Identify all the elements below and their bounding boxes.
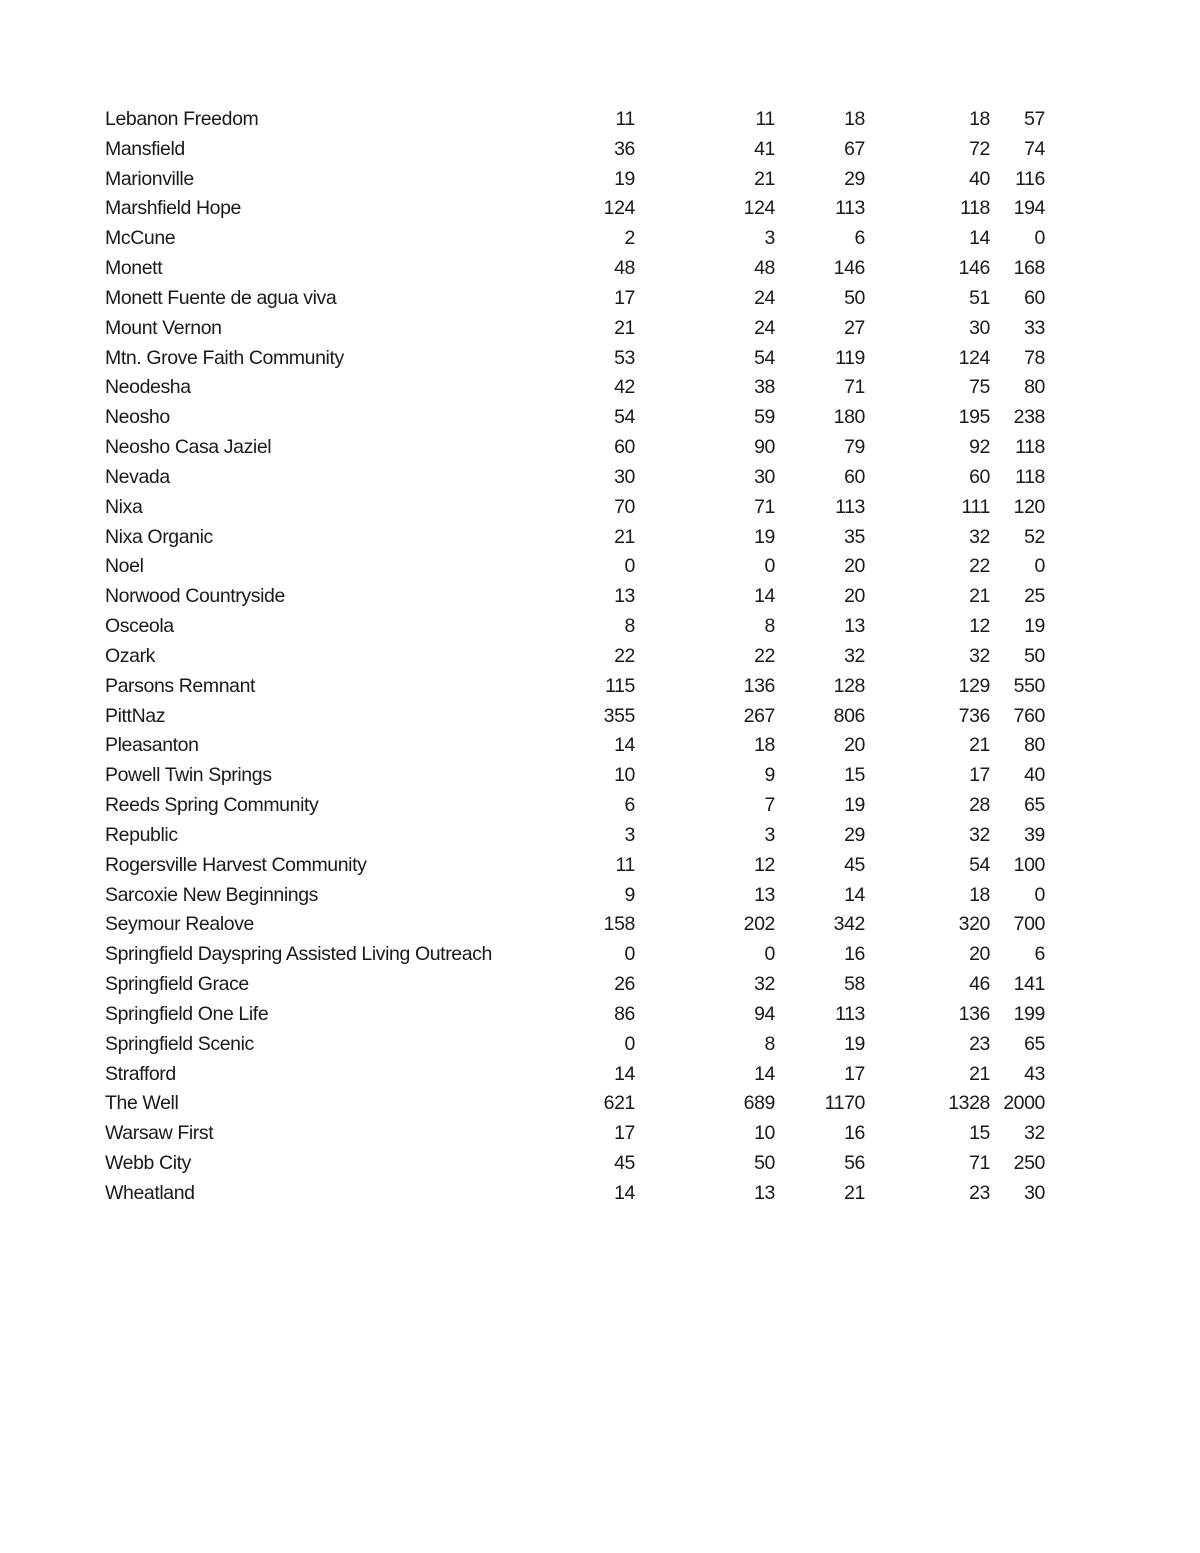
value-cell-4: 21	[969, 585, 990, 608]
value-cell-2: 124	[743, 197, 775, 220]
value-cell-2: 8	[764, 1032, 775, 1055]
value-cell-5: 74	[1024, 137, 1045, 160]
value-cell-4: 320	[958, 913, 990, 936]
table-row	[105, 314, 1045, 344]
value-cell-5: 40	[1024, 764, 1045, 787]
table-row	[105, 1179, 1045, 1209]
value-cell-1: 17	[614, 286, 635, 309]
value-cell-2: 13	[754, 883, 775, 906]
church-name-cell: Lebanon Freedom	[105, 108, 259, 130]
church-name-cell: Reeds Spring Community	[105, 794, 319, 817]
value-cell-2: 59	[754, 406, 775, 429]
value-cell-5: 25	[1024, 585, 1045, 608]
value-cell-5: 250	[1013, 1151, 1045, 1174]
value-cell-1: 0	[624, 1032, 635, 1055]
church-name-cell: Nixa Organic	[105, 525, 213, 548]
value-cell-3: 21	[844, 1181, 865, 1204]
value-cell-3: 16	[844, 1122, 865, 1145]
value-cell-3: 342	[833, 913, 865, 936]
table-row	[105, 731, 1045, 761]
church-name-cell: Wheatland	[105, 1181, 195, 1204]
value-cell-4: 136	[958, 1002, 990, 1025]
value-cell-4: 54	[969, 853, 990, 876]
value-cell-4: 32	[969, 644, 990, 667]
value-cell-3: 19	[844, 794, 865, 817]
church-name-cell: Monett Fuente de agua viva	[105, 286, 337, 309]
church-name-cell: Mount Vernon	[105, 316, 222, 339]
church-name-cell: Parsons Remnant	[105, 674, 256, 697]
value-cell-5: 43	[1024, 1062, 1045, 1085]
value-cell-1: 14	[614, 734, 635, 757]
church-name-cell: Powell Twin Springs	[105, 764, 272, 787]
church-name-cell: McCune	[105, 227, 176, 250]
value-cell-5: 60	[1024, 286, 1045, 309]
table-row	[105, 1119, 1045, 1149]
table-row	[105, 910, 1045, 940]
value-cell-1: 30	[614, 465, 635, 488]
value-cell-4: 15	[969, 1122, 990, 1145]
value-cell-4: 146	[958, 257, 990, 280]
value-cell-2: 90	[754, 436, 775, 459]
value-cell-3: 113	[835, 197, 865, 220]
value-cell-1: 158	[603, 913, 635, 936]
value-cell-5: 0	[1034, 227, 1045, 250]
table-row	[105, 1060, 1045, 1090]
value-cell-3: 29	[844, 823, 865, 846]
value-cell-5: 39	[1024, 823, 1045, 846]
value-cell-5: 760	[1013, 704, 1045, 727]
value-cell-4: 21	[969, 734, 990, 757]
value-cell-5: 238	[1013, 406, 1045, 429]
value-cell-2: 9	[764, 764, 775, 787]
value-cell-2: 41	[754, 137, 775, 160]
church-name-cell: Seymour Realove	[105, 913, 254, 936]
value-cell-4: 1328	[948, 1092, 990, 1115]
value-cell-1: 3	[624, 823, 635, 846]
value-cell-4: 18	[969, 883, 990, 906]
table-row	[105, 761, 1045, 791]
value-cell-4: 71	[969, 1151, 990, 1174]
value-cell-1: 0	[624, 943, 635, 966]
value-cell-1: 54	[614, 406, 635, 429]
church-name-cell: Nixa	[105, 495, 143, 518]
value-cell-3: 1170	[824, 1092, 865, 1115]
value-cell-3: 50	[844, 286, 865, 309]
value-cell-4: 23	[969, 1032, 990, 1055]
value-cell-3: 180	[833, 406, 865, 429]
value-cell-2: 136	[743, 674, 775, 697]
value-cell-5: 50	[1024, 644, 1045, 667]
church-name-cell: Monett	[105, 257, 163, 280]
value-cell-4: 111	[961, 495, 990, 518]
value-cell-5: 52	[1024, 525, 1045, 548]
value-cell-1: 0	[624, 555, 635, 578]
value-cell-3: 79	[844, 436, 865, 459]
table-row	[105, 881, 1045, 911]
value-cell-3: 45	[844, 853, 865, 876]
value-cell-1: 14	[614, 1062, 635, 1085]
table-row	[105, 1030, 1045, 1060]
table-row	[105, 165, 1045, 195]
value-cell-1: 45	[614, 1151, 635, 1174]
value-cell-4: 20	[969, 943, 990, 966]
value-cell-1: 124	[603, 197, 635, 220]
table-row	[105, 672, 1045, 702]
value-cell-1: 21	[614, 316, 635, 339]
value-cell-3: 15	[844, 764, 865, 787]
table-row	[105, 523, 1045, 553]
value-cell-4: 40	[969, 167, 990, 190]
value-cell-1: 10	[614, 764, 635, 787]
value-cell-3: 56	[844, 1151, 865, 1174]
value-cell-3: 35	[844, 525, 865, 548]
value-cell-4: 14	[969, 227, 990, 250]
value-cell-2: 8	[764, 615, 775, 638]
value-cell-1: 19	[614, 167, 635, 190]
value-cell-3: 20	[844, 585, 865, 608]
value-cell-5: 78	[1024, 346, 1045, 369]
table-row	[105, 940, 1045, 970]
value-cell-5: 141	[1013, 973, 1045, 996]
value-cell-3: 27	[844, 316, 865, 339]
value-cell-1: 9	[624, 883, 635, 906]
church-name-cell: Marshfield Hope	[105, 197, 241, 220]
value-cell-2: 48	[754, 257, 775, 280]
value-cell-5: 0	[1034, 555, 1045, 578]
value-cell-1: 2	[624, 227, 635, 250]
church-name-cell: Springfield Dayspring Assisted Living Outreach	[105, 943, 492, 966]
value-cell-1: 60	[614, 436, 635, 459]
value-cell-1: 621	[603, 1092, 635, 1115]
value-cell-1: 13	[614, 585, 635, 608]
value-cell-4: 118	[960, 197, 990, 220]
value-cell-3: 6	[854, 227, 865, 250]
church-name-cell: Mtn. Grove Faith Community	[105, 346, 344, 369]
value-cell-5: 100	[1013, 853, 1045, 876]
value-cell-1: 11	[615, 108, 635, 130]
value-cell-2: 12	[754, 853, 775, 876]
value-cell-2: 24	[754, 316, 775, 339]
church-name-cell: Neosho Casa Jaziel	[105, 436, 272, 459]
value-cell-5: 116	[1015, 167, 1045, 190]
value-cell-5: 6	[1034, 943, 1045, 966]
church-name-cell: Springfield One Life	[105, 1002, 269, 1025]
value-cell-3: 16	[844, 943, 865, 966]
table-row	[105, 403, 1045, 433]
value-cell-1: 53	[614, 346, 635, 369]
value-cell-4: 51	[969, 286, 990, 309]
value-cell-4: 28	[969, 794, 990, 817]
value-cell-3: 13	[844, 615, 865, 638]
value-cell-5: 120	[1013, 495, 1045, 518]
table-row	[105, 194, 1045, 224]
value-cell-2: 54	[754, 346, 775, 369]
table-row	[105, 851, 1045, 881]
value-cell-4: 32	[969, 823, 990, 846]
value-cell-5: 57	[1024, 108, 1045, 130]
value-cell-1: 48	[614, 257, 635, 280]
table-row	[105, 254, 1045, 284]
table-row	[105, 612, 1045, 642]
value-cell-3: 19	[844, 1032, 865, 1055]
value-cell-3: 71	[844, 376, 865, 399]
value-cell-2: 32	[754, 973, 775, 996]
table-row	[105, 493, 1045, 523]
table-row	[105, 1000, 1045, 1030]
value-cell-3: 58	[844, 973, 865, 996]
church-name-cell: Pleasanton	[105, 734, 199, 757]
value-cell-1: 17	[614, 1122, 635, 1145]
value-cell-1: 8	[624, 615, 635, 638]
value-cell-1: 11	[615, 853, 635, 876]
value-cell-2: 267	[743, 704, 775, 727]
value-cell-2: 11	[755, 108, 775, 130]
value-cell-2: 24	[754, 286, 775, 309]
value-cell-2: 689	[743, 1092, 775, 1115]
value-cell-5: 0	[1034, 883, 1045, 906]
value-cell-5: 65	[1024, 1032, 1045, 1055]
value-cell-5: 118	[1015, 436, 1045, 459]
value-cell-1: 6	[624, 794, 635, 817]
value-cell-3: 146	[833, 257, 865, 280]
value-cell-2: 19	[754, 525, 775, 548]
attendance-table	[105, 105, 1045, 1209]
church-name-cell: Norwood Countryside	[105, 585, 285, 608]
value-cell-1: 86	[614, 1002, 635, 1025]
value-cell-1: 14	[614, 1181, 635, 1204]
church-name-cell: Springfield Scenic	[105, 1032, 254, 1055]
value-cell-4: 30	[969, 316, 990, 339]
value-cell-3: 29	[844, 167, 865, 190]
value-cell-2: 18	[754, 734, 775, 757]
value-cell-4: 72	[969, 137, 990, 160]
church-name-cell: Sarcoxie New Beginnings	[105, 883, 319, 906]
value-cell-2: 10	[754, 1122, 775, 1145]
value-cell-1: 115	[605, 674, 635, 697]
church-name-cell: Nevada	[105, 465, 170, 488]
value-cell-3: 20	[844, 555, 865, 578]
value-cell-3: 67	[844, 137, 865, 160]
table-row	[105, 135, 1045, 165]
value-cell-5: 168	[1013, 257, 1045, 280]
value-cell-1: 70	[614, 495, 635, 518]
value-cell-3: 17	[844, 1062, 865, 1085]
value-cell-4: 129	[958, 674, 990, 697]
value-cell-5: 550	[1013, 674, 1045, 697]
value-cell-3: 60	[844, 465, 865, 488]
value-cell-2: 13	[754, 1181, 775, 1204]
value-cell-5: 700	[1013, 913, 1045, 936]
value-cell-3: 18	[844, 108, 865, 130]
church-name-cell: Osceola	[105, 615, 174, 638]
table-row	[105, 463, 1045, 493]
value-cell-5: 65	[1024, 794, 1045, 817]
value-cell-5: 30	[1024, 1181, 1045, 1204]
value-cell-2: 14	[754, 585, 775, 608]
value-cell-3: 14	[844, 883, 865, 906]
value-cell-1: 22	[614, 644, 635, 667]
value-cell-2: 0	[764, 555, 775, 578]
value-cell-2: 50	[754, 1151, 775, 1174]
church-name-cell: Ozark	[105, 644, 156, 667]
church-name-cell: Noel	[105, 555, 144, 578]
table-row	[105, 344, 1045, 374]
value-cell-2: 30	[754, 465, 775, 488]
value-cell-4: 12	[969, 615, 990, 638]
value-cell-5: 32	[1024, 1122, 1045, 1145]
value-cell-5: 80	[1024, 734, 1045, 757]
table-row	[105, 373, 1045, 403]
value-cell-2: 7	[764, 794, 775, 817]
value-cell-2: 14	[754, 1062, 775, 1085]
table-row	[105, 105, 1045, 135]
value-cell-4: 46	[969, 973, 990, 996]
value-cell-4: 17	[969, 764, 990, 787]
value-cell-4: 195	[958, 406, 990, 429]
value-cell-1: 355	[603, 704, 635, 727]
value-cell-4: 18	[969, 108, 990, 130]
church-name-cell: Neosho	[105, 406, 170, 429]
church-name-cell: Warsaw First	[105, 1122, 214, 1145]
value-cell-2: 0	[764, 943, 775, 966]
value-cell-4: 75	[969, 376, 990, 399]
value-cell-1: 26	[614, 973, 635, 996]
value-cell-2: 202	[743, 913, 775, 936]
church-name-cell: The Well	[105, 1092, 179, 1115]
table-row	[105, 702, 1045, 732]
value-cell-5: 194	[1013, 197, 1045, 220]
church-name-cell: Springfield Grace	[105, 973, 249, 996]
table-row	[105, 1089, 1045, 1119]
church-name-cell: Neodesha	[105, 376, 191, 399]
table-row	[105, 582, 1045, 612]
value-cell-5: 199	[1013, 1002, 1045, 1025]
value-cell-3: 119	[835, 346, 865, 369]
value-cell-1: 21	[614, 525, 635, 548]
table-row	[105, 970, 1045, 1000]
value-cell-4: 21	[969, 1062, 990, 1085]
church-name-cell: PittNaz	[105, 704, 166, 727]
church-name-cell: Republic	[105, 823, 178, 846]
value-cell-5: 2000	[1003, 1092, 1045, 1115]
table-row	[105, 1149, 1045, 1179]
value-cell-4: 23	[969, 1181, 990, 1204]
table-row	[105, 552, 1045, 582]
value-cell-4: 124	[958, 346, 990, 369]
value-cell-3: 32	[844, 644, 865, 667]
table-row	[105, 791, 1045, 821]
value-cell-2: 22	[754, 644, 775, 667]
church-name-cell: Mansfield	[105, 137, 185, 160]
value-cell-2: 94	[754, 1002, 775, 1025]
value-cell-1: 36	[614, 137, 635, 160]
value-cell-4: 736	[958, 704, 990, 727]
church-name-cell: Rogersville Harvest Community	[105, 853, 367, 876]
value-cell-2: 71	[754, 495, 775, 518]
value-cell-4: 60	[969, 465, 990, 488]
table-row	[105, 284, 1045, 314]
value-cell-3: 20	[844, 734, 865, 757]
value-cell-4: 92	[969, 436, 990, 459]
value-cell-5: 19	[1024, 615, 1045, 638]
church-name-cell: Strafford	[105, 1062, 176, 1085]
value-cell-4: 32	[969, 525, 990, 548]
church-name-cell: Webb City	[105, 1151, 191, 1174]
table-row	[105, 224, 1045, 254]
value-cell-3: 113	[835, 1002, 865, 1025]
value-cell-5: 33	[1024, 316, 1045, 339]
value-cell-2: 3	[764, 227, 775, 250]
value-cell-3: 128	[833, 674, 865, 697]
value-cell-5: 118	[1015, 465, 1045, 488]
value-cell-3: 806	[833, 704, 865, 727]
table-row	[105, 433, 1045, 463]
value-cell-3: 113	[835, 495, 865, 518]
value-cell-2: 38	[754, 376, 775, 399]
value-cell-1: 42	[614, 376, 635, 399]
table-row	[105, 821, 1045, 851]
value-cell-5: 80	[1024, 376, 1045, 399]
value-cell-4: 22	[969, 555, 990, 578]
value-cell-2: 21	[754, 167, 775, 190]
church-name-cell: Marionville	[105, 167, 194, 190]
table-row	[105, 642, 1045, 672]
value-cell-2: 3	[764, 823, 775, 846]
